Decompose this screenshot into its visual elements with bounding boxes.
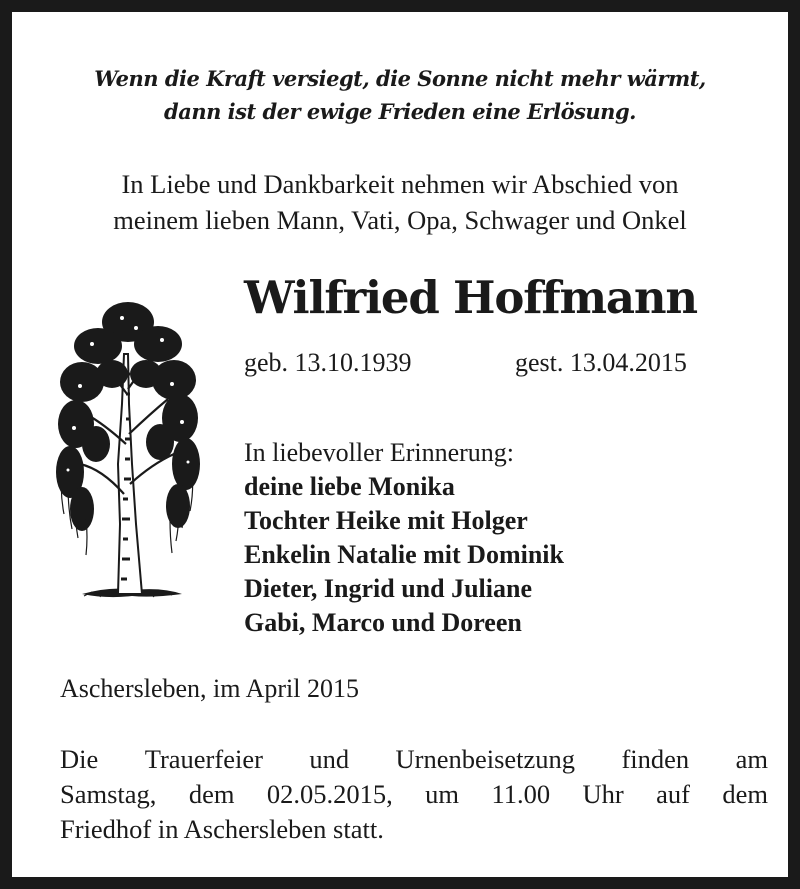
intro-line-2: meinem lieben Mann, Vati, Opa, Schwager und Onkel [113, 205, 687, 235]
funeral-word: Samstag, [60, 779, 157, 809]
funeral-word: Uhr [582, 779, 624, 809]
funeral-word: dem [188, 779, 235, 809]
deceased-name: Wilfried Hoffmann [244, 271, 697, 324]
funeral-word: Urnenbeisetzung [395, 744, 576, 774]
mourner-line: deine liebe Monika [244, 472, 455, 501]
place-and-date: Aschersleben, im April 2015 [60, 674, 359, 703]
funeral-word: auf [656, 779, 690, 809]
funeral-word: Die [60, 744, 99, 774]
mourner-line: Tochter Heike mit Holger [244, 506, 528, 535]
funeral-line-1 [60, 742, 768, 777]
funeral-word: 02.05.2015, [266, 779, 393, 809]
funeral-notice [60, 742, 768, 847]
mourner-line: Dieter, Ingrid und Juliane [244, 574, 532, 603]
mourner-line: Gabi, Marco und Doreen [244, 608, 522, 637]
mourner-line: Enkelin Natalie mit Dominik [244, 540, 564, 569]
funeral-word: am [735, 744, 768, 774]
birch-tree-icon [52, 294, 204, 606]
mourners-block [244, 436, 564, 640]
motto-quote [24, 62, 776, 128]
funeral-word: um [425, 779, 460, 809]
funeral-line-2 [60, 777, 768, 812]
birth-date: geb. 13.10.1939 [244, 348, 412, 377]
death-date: gest. 13.04.2015 [515, 348, 687, 377]
funeral-line-3: Friedhof in Aschersleben statt. [60, 814, 384, 844]
funeral-word: finden [621, 744, 690, 774]
funeral-word: und [309, 744, 350, 774]
funeral-word: dem [722, 779, 768, 809]
memory-heading: In liebevoller Erinnerung: [244, 438, 515, 467]
motto-line-1: Wenn die Kraft versiegt, die Sonne nicht mehr wärmt, [94, 66, 706, 91]
motto-line-2: dann ist der ewige Frieden eine Erlösung. [164, 99, 636, 124]
funeral-word: 11.00 [491, 779, 551, 809]
intro-line-1: In Liebe und Dankbarkeit nehmen wir Abschied von [121, 169, 679, 199]
funeral-word: Trauerfeier [144, 744, 263, 774]
intro-text [24, 166, 776, 238]
life-dates [244, 346, 687, 380]
